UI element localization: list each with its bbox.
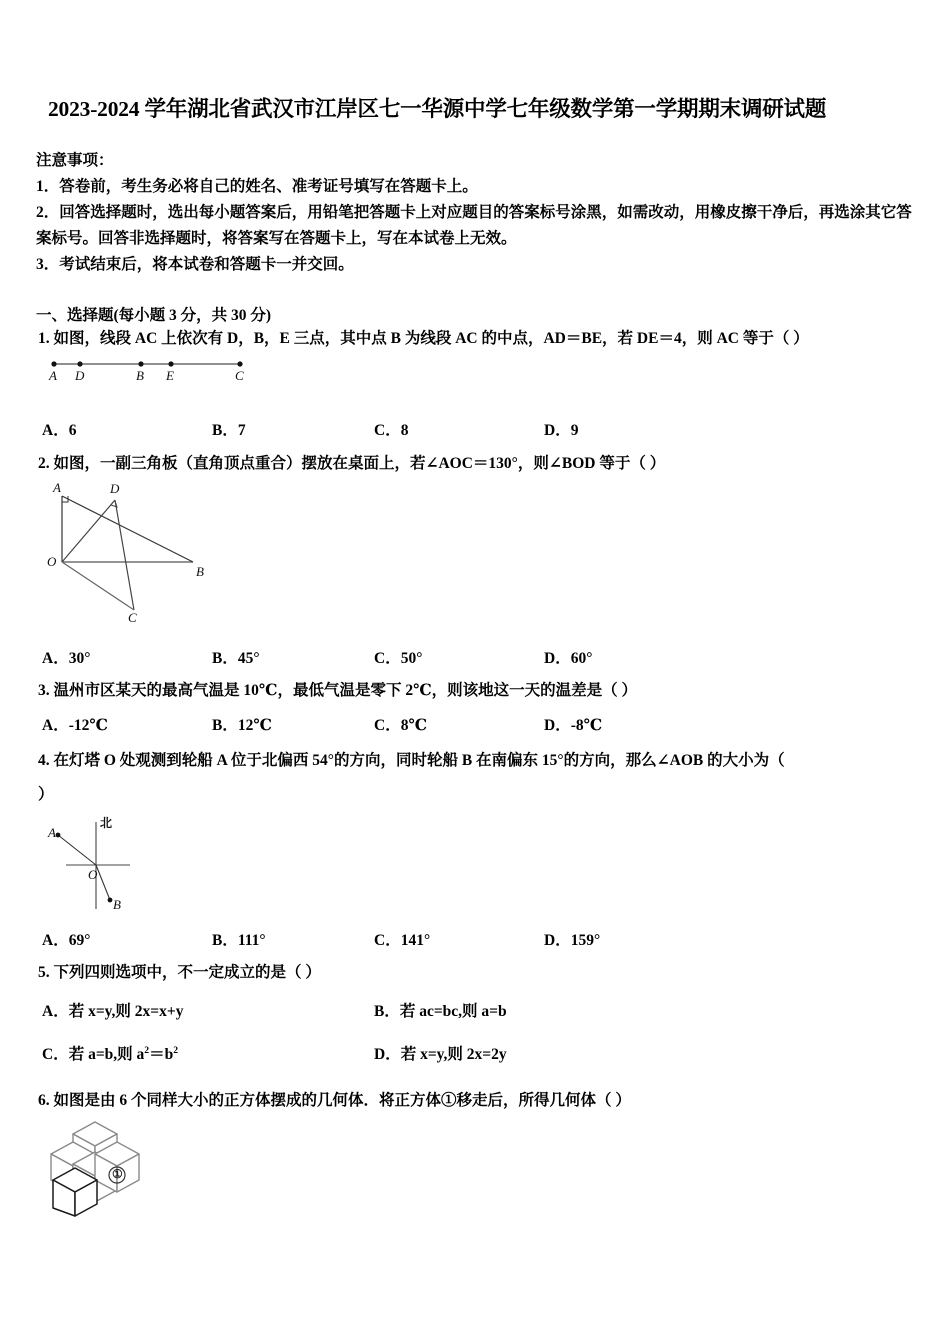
compass-label-B: B xyxy=(113,897,121,912)
question-5-stem xyxy=(38,961,928,985)
triangle-label-C: C xyxy=(128,610,137,625)
question-2-text: 如图，一副三角板（直角顶点重合）摆放在桌面上，若∠AOC＝130°，则∠BOD 等于（ ） xyxy=(53,455,666,472)
triangle-label-O: O xyxy=(47,554,57,569)
question-6-stem xyxy=(38,1089,928,1113)
question-4-option-a[interactable]: A．69° xyxy=(42,932,91,949)
question-5-option-b[interactable]: B．若 ac=bc,则 a=b xyxy=(374,1003,507,1020)
question-5-options-row-2 xyxy=(40,1042,920,1066)
question-3-number: 3. xyxy=(38,682,50,699)
notice-line-3: 3．考试结束后，将本试卷和答题卡一并交回。 xyxy=(36,256,354,273)
notice-block xyxy=(36,148,926,278)
question-2-stem xyxy=(38,452,928,476)
question-3-stem xyxy=(38,679,928,703)
number-line-label-D: D xyxy=(75,368,85,383)
question-1-figure-number-line xyxy=(40,352,270,392)
question-2-option-c[interactable]: C．50° xyxy=(374,650,423,667)
question-2-options xyxy=(40,646,920,670)
question-6-text: 如图是由 6 个同样大小的正方体摆成的几何体．将正方体①移走后，所得几何体（ ） xyxy=(53,1092,631,1109)
number-line-label-C: C xyxy=(235,368,244,383)
question-4-option-c[interactable]: C．141° xyxy=(374,932,431,949)
question-3-option-c[interactable]: C．8℃ xyxy=(374,717,428,734)
section-heading: 一、选择题(每小题 3 分，共 30 分) xyxy=(36,307,272,324)
question-1-number: 1. xyxy=(38,330,50,347)
question-2-option-a[interactable]: A．30° xyxy=(42,650,91,667)
question-3-option-b[interactable]: B．12℃ xyxy=(212,717,272,734)
number-line-label-B: B xyxy=(136,368,144,383)
number-line-label-E: E xyxy=(166,368,174,383)
question-6-figure-cube-stack xyxy=(40,1112,170,1217)
question-1-text: 如图，线段 AC 上依次有 D，B，E 三点，其中点 B 为线段 AC 的中点，AD＝BE，若 DE＝4，则 AC 等于（ ） xyxy=(53,330,809,347)
question-4-text: 在灯塔 O 处观测到轮船 A 位于北偏西 54°的方向，同时轮船 B 在南偏东 15°的方向，那么∠AOB 的大小为（ xyxy=(53,752,785,769)
number-line-label-A: A xyxy=(49,368,57,383)
question-1-option-b[interactable]: B．7 xyxy=(212,422,246,439)
cube-marked-label: ① xyxy=(112,1167,123,1181)
question-5-options-row-1 xyxy=(40,999,920,1023)
question-2-number: 2. xyxy=(38,455,50,472)
question-4-figure-compass xyxy=(38,812,178,917)
question-5-text: 下列四则选项中，不一定成立的是（ ） xyxy=(53,964,321,981)
triangle-label-A: A xyxy=(53,480,61,495)
question-4-stem-cont: ） xyxy=(38,786,54,803)
page-title: 2023-2024 学年湖北省武汉市江岸区七一华源中学七年级数学第一学期期末调研试题 xyxy=(48,97,827,121)
triangle-label-D: D xyxy=(110,481,120,496)
question-6-number: 6. xyxy=(38,1092,50,1109)
question-5-option-c[interactable]: C．若 a=b,则 $a^2=b^2$ xyxy=(42,1044,178,1063)
cube-stack-svg xyxy=(40,1112,170,1217)
compass-label-A: A xyxy=(48,825,56,840)
compass-north-label: 北 xyxy=(100,816,113,830)
question-3-option-d[interactable]: D．-8℃ xyxy=(544,717,603,734)
question-4-options xyxy=(40,928,920,952)
notice-line-2: 2．回答选择题时，选出每小题答案后，用铅笔把答题卡上对应题目的答案标号涂黑，如需改动，用橡皮擦干净后，再选涂其它答案标号。回答非选择题时，将答案写在答题卡上，写在本试卷上无效。 xyxy=(36,204,912,247)
question-4-stem xyxy=(38,749,936,773)
question-2-option-b[interactable]: B．45° xyxy=(212,650,260,667)
notice-heading: 注意事项： xyxy=(36,152,114,169)
compass-label-O: O xyxy=(88,867,98,882)
question-3-option-a[interactable]: A．-12℃ xyxy=(42,717,108,734)
question-1-stem xyxy=(38,327,928,351)
question-1-option-d[interactable]: D．9 xyxy=(544,422,579,439)
question-1-option-c[interactable]: C．8 xyxy=(374,422,409,439)
question-5-option-d[interactable]: D．若 x=y,则 2x=2y xyxy=(374,1046,507,1063)
question-1-option-a[interactable]: A．6 xyxy=(42,422,77,439)
question-5-number: 5. xyxy=(38,964,50,981)
notice-line-1: 1．答卷前，考生务必将自己的姓名、准考证号填写在答题卡上。 xyxy=(36,178,478,195)
question-2-option-d[interactable]: D．60° xyxy=(544,650,593,667)
question-3-text: 温州市区某天的最高气温是 10℃，最低气温是零下 2℃，则该地这一天的温差是（ ） xyxy=(53,682,638,699)
triangle-label-B: B xyxy=(196,564,204,579)
question-1-options xyxy=(40,418,920,442)
question-5-option-a[interactable]: A．若 x=y,则 2x=x+y xyxy=(42,1003,184,1020)
question-4-option-b[interactable]: B．111° xyxy=(212,932,266,949)
question-4-number: 4. xyxy=(38,752,50,769)
question-4-option-d[interactable]: D．159° xyxy=(544,932,601,949)
question-2-figure-triangles xyxy=(38,482,228,632)
question-3-options xyxy=(40,713,920,737)
